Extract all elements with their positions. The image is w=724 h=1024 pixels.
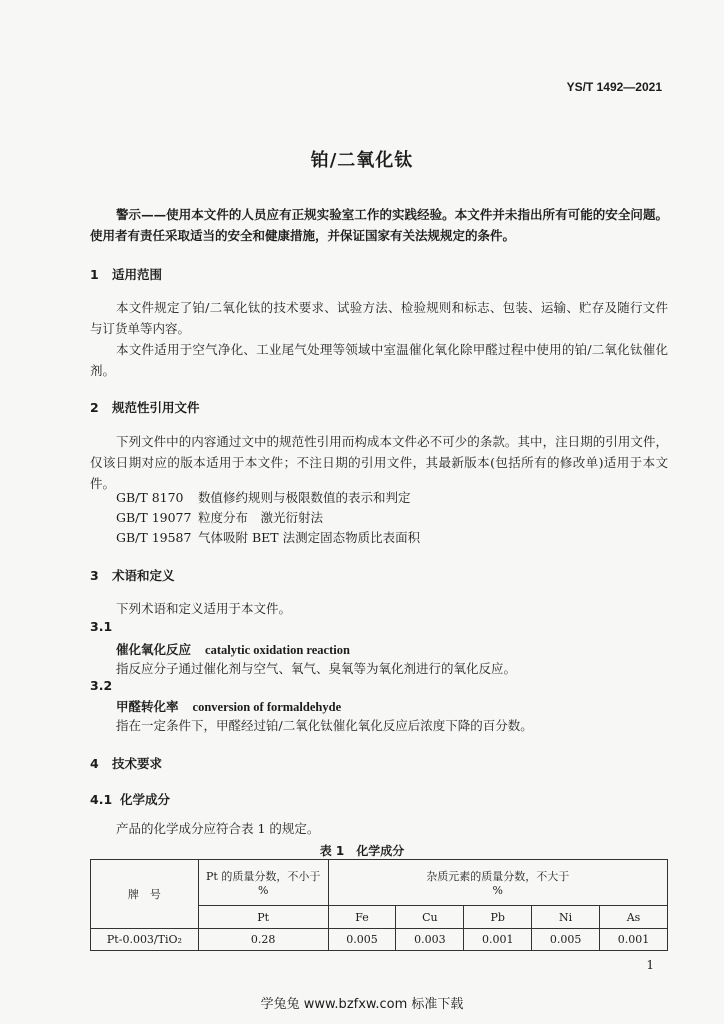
section-title: 技术要求 xyxy=(112,756,163,771)
section-title: 适用范围 xyxy=(112,267,163,282)
section-1-heading xyxy=(90,265,162,283)
term-chinese: 催化氧化反应 xyxy=(116,642,192,657)
warning-paragraph: 警示——使用本文件的人员应有正规实验室工作的实践经验。本文件并未指出所有可能的安全问题。使用者有责任采取适当的安全和健康措施，并保证国家有关法规规定的条件。 xyxy=(90,207,668,243)
value-cell: 0.005 xyxy=(328,929,396,951)
term-english: catalytic oxidation reaction xyxy=(205,643,350,657)
term-english: conversion of formaldehyde xyxy=(192,700,342,714)
page-title: 铂/二氧化钛 xyxy=(310,150,414,171)
section-number: 4 xyxy=(90,756,99,771)
element-header: Cu xyxy=(396,906,464,929)
pt-header-label: Pt 的质量分数，不小于 xyxy=(206,870,321,883)
subsection-title: 化学成分 xyxy=(120,792,171,807)
term-number: 3.2 xyxy=(90,678,113,693)
section-1-paragraph-1: 本文件规定了铂/二氧化钛的技术要求、试验方法、检验规则和标志、包装、运输、贮存及随行文件与订货单等内容。 xyxy=(90,300,668,336)
grade-header: 牌 号 xyxy=(91,860,199,929)
section-3-intro: 下列术语和定义适用于本文件。 xyxy=(116,601,292,616)
section-2-heading xyxy=(90,398,200,416)
table-row xyxy=(91,929,668,951)
value-cell: 0.003 xyxy=(396,929,464,951)
subsection-4-1-heading xyxy=(90,790,170,808)
section-number: 3 xyxy=(90,568,99,583)
section-4-heading xyxy=(90,754,162,772)
section-1-paragraph-2: 本文件适用于空气净化、工业尾气处理等领域中室温催化氧化除甲醛过程中使用的铂/二氧化钛催化剂。 xyxy=(90,342,668,378)
reference-code: GB/T 19587 xyxy=(116,530,192,545)
reference-item xyxy=(116,488,411,508)
term-chinese: 甲醛转化率 xyxy=(116,699,179,714)
footer-watermark: 学兔兔 www.bzfxw.com 标准下载 xyxy=(260,997,464,1012)
page-number: 1 xyxy=(646,958,654,972)
section-number: 1 xyxy=(90,267,99,282)
standard-number: YS/T 1492—2021 xyxy=(566,80,662,94)
chemical-composition-table xyxy=(90,859,668,951)
section-number: 2 xyxy=(90,400,99,415)
term-heading xyxy=(116,640,350,658)
element-header: Pt xyxy=(198,906,328,929)
term-heading xyxy=(116,697,341,715)
term-definition: 指在一定条件下，甲醛经过铂/二氧化钛催化氧化反应后浓度下降的百分数。 xyxy=(116,718,533,733)
element-header: As xyxy=(600,906,668,929)
reference-code: GB/T 8170 xyxy=(116,490,184,505)
reference-code: GB/T 19077 xyxy=(116,510,192,525)
table-header-row xyxy=(91,860,668,906)
grade-cell: Pt-0.003/TiO₂ xyxy=(91,929,199,951)
reference-name: 气体吸附 BET 法测定固态物质比表面积 xyxy=(198,530,421,545)
value-cell: 0.001 xyxy=(600,929,668,951)
reference-item xyxy=(116,508,323,528)
impurity-header xyxy=(328,860,667,906)
element-header: Ni xyxy=(532,906,600,929)
term-definition: 指反应分子通过催化剂与空气、氧气、臭氧等为氧化剂进行的氧化反应。 xyxy=(116,661,517,676)
pt-header xyxy=(198,860,328,906)
element-header: Pb xyxy=(464,906,532,929)
section-title: 术语和定义 xyxy=(112,568,175,583)
element-header: Fe xyxy=(328,906,396,929)
table-title: 表 1 化学成分 xyxy=(319,844,405,858)
reference-name: 数值修约规则与极限数值的表示和判定 xyxy=(198,490,411,505)
reference-item xyxy=(116,528,420,548)
term-number: 3.1 xyxy=(90,619,113,634)
reference-name: 粒度分布 激光衍射法 xyxy=(198,510,324,525)
impurity-header-label: 杂质元素的质量分数，不大于 xyxy=(426,870,570,883)
impurity-header-unit: % xyxy=(492,884,503,897)
section-2-intro: 下列文件中的内容通过文中的规范性引用而构成本文件必不可少的条款。其中，注日期的引用文件，仅该日期对应的版本适用于本文件；不注日期的引用文件，其最新版本(包括所有的修改单)适用于本文件。 xyxy=(90,434,668,491)
value-cell: 0.28 xyxy=(198,929,328,951)
subsection-4-1-text: 产品的化学成分应符合表 1 的规定。 xyxy=(116,821,320,836)
section-3-heading xyxy=(90,566,175,584)
pt-header-unit: % xyxy=(257,884,269,897)
subsection-number: 4.1 xyxy=(90,792,113,807)
value-cell: 0.005 xyxy=(532,929,600,951)
value-cell: 0.001 xyxy=(464,929,532,951)
section-title: 规范性引用文件 xyxy=(112,400,200,415)
